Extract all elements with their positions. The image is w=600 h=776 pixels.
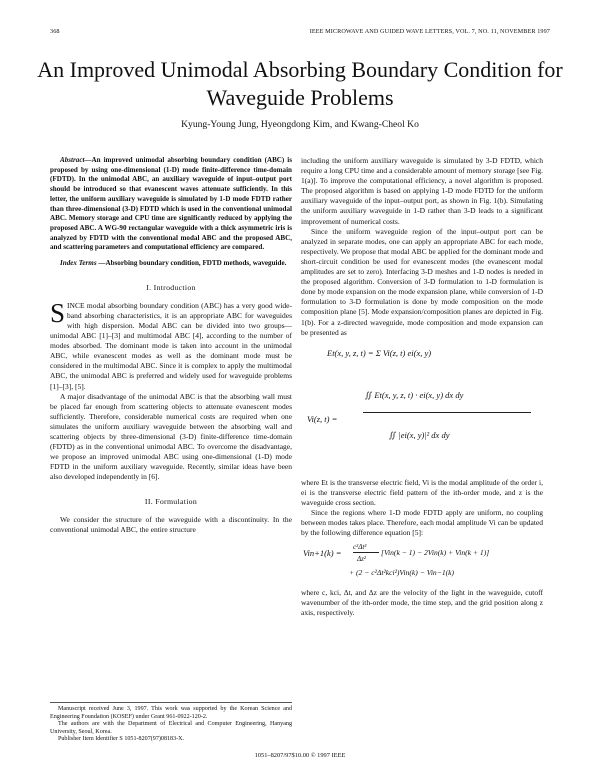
equation-update-term-2: + (2 − c²Δt²kci²)Vin(k) − Vin−1(k) bbox=[349, 568, 455, 578]
equation-mode-expansion-lhs: Vi(z, t) = bbox=[307, 413, 338, 424]
intro-paragraph-1-text: INCE modal absorbing boundary condition (ABC) has a very good wide-band absorbing characteristics, it is an appropriate ABC for waveguides with high dispersion. Modal ABC can be divided into two groups—unimodal ABC [1]–[3] and multimodal ABC [4], according to the number of modes absorbed. The dominant mode is taken into account in the unimodal ABC, while evanescent modes as well as the dominant mode must be considered in the multimodal ABC. Since it is complex to apply the multimodal ABC, the unimodal ABC is preferred and widely used for waveguide problems [1]–[3], [5]. bbox=[50, 300, 292, 391]
intro-paragraph-1 bbox=[50, 297, 292, 392]
equation-update-term-1: [Vin(k − 1) − 2Vin(k) + Vin(k + 1)] bbox=[381, 548, 490, 558]
fraction-bar bbox=[363, 412, 531, 413]
right-paragraph-4: Since the regions where 1-D mode FDTD apply are uniform, no coupling between modes takes place. Therefore, each modal amplitude Vi can be updated by the following difference equation [5]: bbox=[301, 507, 543, 538]
intro-paragraph-2: A major disadvantage of the unimodal ABC is that the absorbing wall must be placed far enough from scattering objects to attenuate evanescent modes sufficiently. Therefore, considerable numerical costs are required when one simulates the uniform auxiliary waveguide between the absorbing wall and scattering objects by three-dimensional (3-D) finite-difference time-domain (FDTD) as in the conventional unimodal ABC. To overcome the disadvantage, we propose an improved unimodal ABC using one-dimensional (1-D) mode FDTD in the uniform auxiliary waveguide. Recently, similar ideas have been also developed independently in [6]. bbox=[50, 391, 292, 482]
paper-title: An Improved Unimodal Absorbing Boundary Condition for Waveguide Problems bbox=[37, 57, 563, 110]
right-column bbox=[301, 156, 543, 619]
abstract-text: An improved unimodal absorbing boundary condition (ABC) is proposed by using one-dimensional (1-D) mode finite-difference time-domain (FDTD). In the unimodal ABC, an auxiliary waveguide of input–output port should be introduced so that evanescent waves attenuate sufficiently. In this letter, the uniform auxiliary waveguide is simulated by 1-D mode FDTD rather than three-dimensional (3-D) FDTD which is used in the conventional unimodal ABC. Memory storage and CPU time are significantly reduced by applying the proposed ABC. A WG-90 rectangular waveguide with a thick asymmetric iris is analyzed by FDTD with the conventional modal ABC and the proposed ABC, and scattering parameters and computational efficiency are compared. bbox=[50, 156, 292, 252]
footnote bbox=[50, 702, 292, 744]
authors: Kyung-Young Jung, Hyeongdong Kim, and Kwang-Cheol Ko bbox=[181, 119, 419, 130]
journal-header: IEEE MICROWAVE AND GUIDED WAVE LETTERS, VOL. 7, NO. 11, NOVEMBER 1997 bbox=[309, 28, 550, 35]
formulation-paragraph-1: We consider the structure of the waveguide with a discontinuity. In the conventional unimodal ABC, the entire structure bbox=[50, 514, 292, 534]
equation-mode-composition: Et(x, y, z, t) = Σ Vi(z, t) ei(x, y) bbox=[327, 347, 432, 358]
equation-block-2 bbox=[301, 538, 543, 588]
abstract bbox=[50, 156, 292, 253]
footnote-received: Manuscript received June 3, 1997. This work was supported by the Korean Science and Engineering Foundation (KOSEF) under Grant 961-0922-120-2. bbox=[50, 706, 292, 720]
equation-update-coef-num: c²Δt² bbox=[353, 543, 367, 552]
page-number: 368 bbox=[50, 28, 60, 35]
equation-update-lhs: Vin+1(k) = bbox=[303, 548, 342, 559]
right-paragraph-1: including the uniform auxiliary waveguide is simulated by 3-D FDTD, which require a long CPU time and a considerable amount of memory storage [see Fig. 1(a)]. To improve the computational efficiency, a novel algorithm is proposed. The proposed algorithm is based on applying 1-D mode FDTD for the uniform auxiliary waveguide of the input–output port, as shown in Fig. 1(b). Simulating the uniform auxiliary waveguide in 1-D rather than 3-D leads to a significant improvement of numerical costs. bbox=[301, 156, 543, 226]
footnote-affiliation: The authors are with the Department of Electrical and Computer Engineering, Hanyang University, Seoul, Korea. bbox=[50, 721, 292, 735]
left-column bbox=[50, 156, 292, 535]
running-header bbox=[50, 28, 550, 40]
section-heading-introduction: I. Introduction bbox=[146, 282, 196, 292]
drop-cap: S bbox=[50, 297, 66, 328]
index-terms-label: Index Terms — bbox=[60, 259, 106, 268]
section-heading-formulation: II. Formulation bbox=[144, 496, 198, 506]
index-terms-text: Absorbing boundary condition, FDTD methods, waveguide. bbox=[105, 259, 287, 268]
footnote-identifier: Publisher Item Identifier S 1051-8207(97)08183-X. bbox=[58, 736, 185, 743]
copyright-footer: 1051–8207/97$10.00 © 1997 IEEE bbox=[254, 752, 346, 759]
right-paragraph-2: Since the uniform waveguide region of the input–output port can be analyzed in separate modes, one can apply an appropriate ABC for each mode, respectively. We propose that modal ABC be applied for the dominant mode and short-circuit condition be used for evanescent modes (the evanescent modal amplitudes are set to zero). Interfacing 3-D meshes and 1-D nodes is needed in the proposed algorithm. Conversion of 3-D formulation to 1-D formulation is done by mode expansion on the mode expansion plane, while conversion of 1-D formulation to 3-D formulation is done by mode composition on the mode composition plane [5]. Mode expansion/composition planes are depicted in Fig. 1(b). For a z-directed waveguide, mode composition and mode expansion can be presented as bbox=[301, 226, 543, 337]
equation-block-1 bbox=[301, 338, 543, 478]
coef-fraction-bar bbox=[353, 552, 379, 553]
equation-mode-expansion-numerator: ∬ Et(x, y, z, t) · ei(x, y) dx dy bbox=[365, 389, 464, 400]
right-paragraph-5: where c, kci, Δt, and Δz are the velocity of the light in the waveguide, cutoff wavenumber of the ith-order mode, the time step, and the grid position along z axis, respectively. bbox=[301, 588, 543, 618]
abstract-label: Abstract— bbox=[60, 156, 92, 164]
right-paragraph-3: where Et is the transverse electric field, Vi is the modal amplitude of the order i, ei is the transverse electric field pattern of the ith-order mode, and z is the waveguide cross section. bbox=[301, 477, 543, 507]
equation-update-coef-den: Δz² bbox=[357, 555, 366, 564]
index-terms bbox=[50, 259, 292, 269]
equation-mode-expansion-denominator: ∬ |ei(x, y)|² dx dy bbox=[389, 429, 450, 440]
